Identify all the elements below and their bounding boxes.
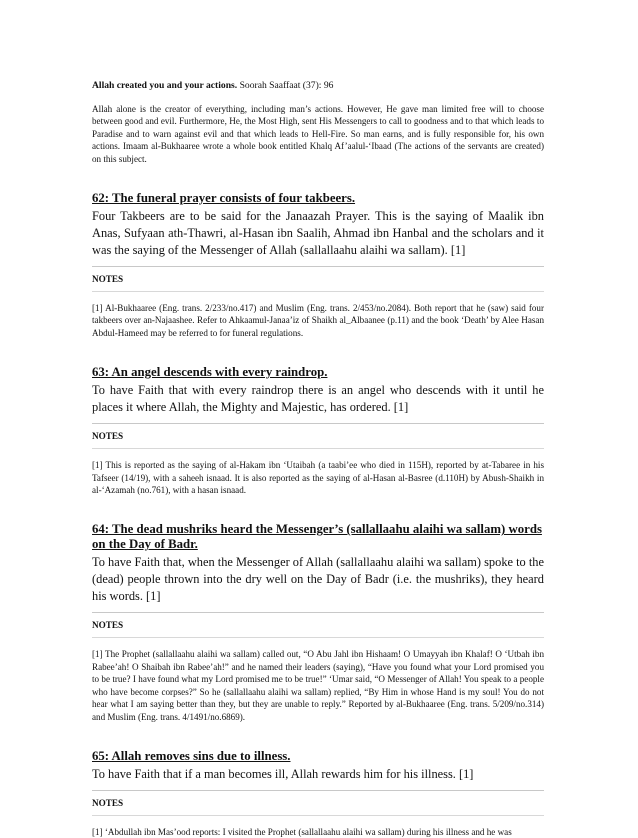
section-title: 64: The dead mushriks heard the Messenger’s (sallallaahu alaihi wa sallam) words on the Day of Badr.: [92, 522, 542, 552]
section-text: Four Takbeers are to be said for the Janaazah Prayer. This is the saying of Maalik ibn Anas, Sufyaan ath-Thawri, al-Hasan ibn Saalih, Ahmad ibn Hanbal and the scholars and it was the saying of the Messenger of Allah (sallallaahu alaihi wa sallam). [1]: [92, 209, 544, 258]
notes-divider: [92, 637, 544, 638]
section-text: To have Faith that, when the Messenger of Allah (sallallaahu alaihi wa sallam) spoke to the (dead) people thrown into the dry well on the Day of Badr (i.e. the mushriks), they heard his words. [1]: [92, 555, 544, 604]
footnote: [1] The Prophet (sallallaahu alaihi wa sallam) called out, “O Abu Jahl ibn Hishaam! O Umayyah ibn Khalaf! O ‘Utbah ibn Rabee’ah! O Shaibah ibn Rabee’ah!” and he named their leaders (saying), “Have you found what your Lord promised you to be true? I have found what my Lord promised me to be true!” ‘Umar said, “O Messenger of Allah! You speak to a people who have become corpses?” So he (sallallaahu alaihi wa sallam) replied, “By Him in whose Hand is my soul! You do not hear what I am saying better than they, but they are unable to reply.” Reported by al-Bukhaaree (Eng. trans. 5/209/no.314) and Muslim (Eng. trans. 4/1491/no.6869).: [92, 649, 544, 722]
divider: [92, 790, 544, 791]
section-title: 62: The funeral prayer consists of four takbeers.: [92, 191, 356, 206]
divider: [92, 423, 544, 424]
section-text: To have Faith that if a man becomes ill, Allah rewards him for his illness. [1]: [92, 766, 474, 781]
notes-label: NOTES: [92, 274, 124, 285]
section-text: To have Faith that with every raindrop there is an angel who descends with it until he places it where Allah, the Mighty and Majestic, has ordered. [1]: [92, 383, 544, 415]
section-63: [92, 365, 544, 496]
notes-label: NOTES: [92, 431, 124, 442]
notes-divider: [92, 448, 544, 449]
intro-reference: Soorah Saaffaat (37): 96: [237, 80, 334, 91]
section-title: 63: An angel descends with every raindrop.: [92, 365, 328, 380]
section-65: [92, 749, 544, 838]
notes-label: NOTES: [92, 620, 124, 631]
intro-heading: [92, 80, 544, 92]
section-64: [92, 522, 544, 722]
document-page: [92, 80, 544, 838]
notes-divider: [92, 291, 544, 292]
notes-divider: [92, 815, 544, 816]
footnote: [1] This is reported as the saying of al-Hakam ibn ‘Utaibah (a taabi’ee who died in 115H), reported by at-Tabaree in his Tafseer (14/19), with a saheeh isnaad. It is also reported as the saying of al-Hasan al-Basree (d.110H) by Abush-Shaikh in al-‘Azamah (no.761), with a hasan isnaad.: [92, 460, 544, 496]
divider: [92, 266, 544, 267]
footnote: [1] Al-Bukhaaree (Eng. trans. 2/233/no.417) and Muslim (Eng. trans. 2/453/no.2084). Both report that he (saw) said four takbeers over an-Najaashee. Refer to Ahkaamul-Janaa’iz of Shaikh al_Albaanee (p.11) and the book ‘Death’ by Alee Hasan Abdul-Hameed may be referred to for funeral regulations.: [92, 303, 544, 338]
notes-label: NOTES: [92, 797, 124, 808]
intro-paragraph: Allah alone is the creator of everything, including man’s actions. However, He gave man limited free will to choose between good and evil. Furthermore, He, the Most High, sent His Messengers to call to goodness and to that which leads to Paradise and to warn against evil and that which leads to Hell-Fire. So man earns, and is fully responsible for, his own actions. Imaam al-Bukhaaree wrote a whole book entitled Khalq Af’aalul-‘Ibaad (The actions of the servants are created) on this subject.: [92, 104, 544, 164]
divider: [92, 612, 544, 613]
section-title: 65: Allah removes sins due to illness.: [92, 748, 291, 763]
intro-title: Allah created you and your actions.: [92, 80, 238, 91]
section-62: [92, 191, 544, 339]
footnote: [1] ‘Abdullah ibn Mas’ood reports: I visited the Prophet (sallallaahu alaihi wa sallam) during his illness and he was: [92, 826, 512, 837]
